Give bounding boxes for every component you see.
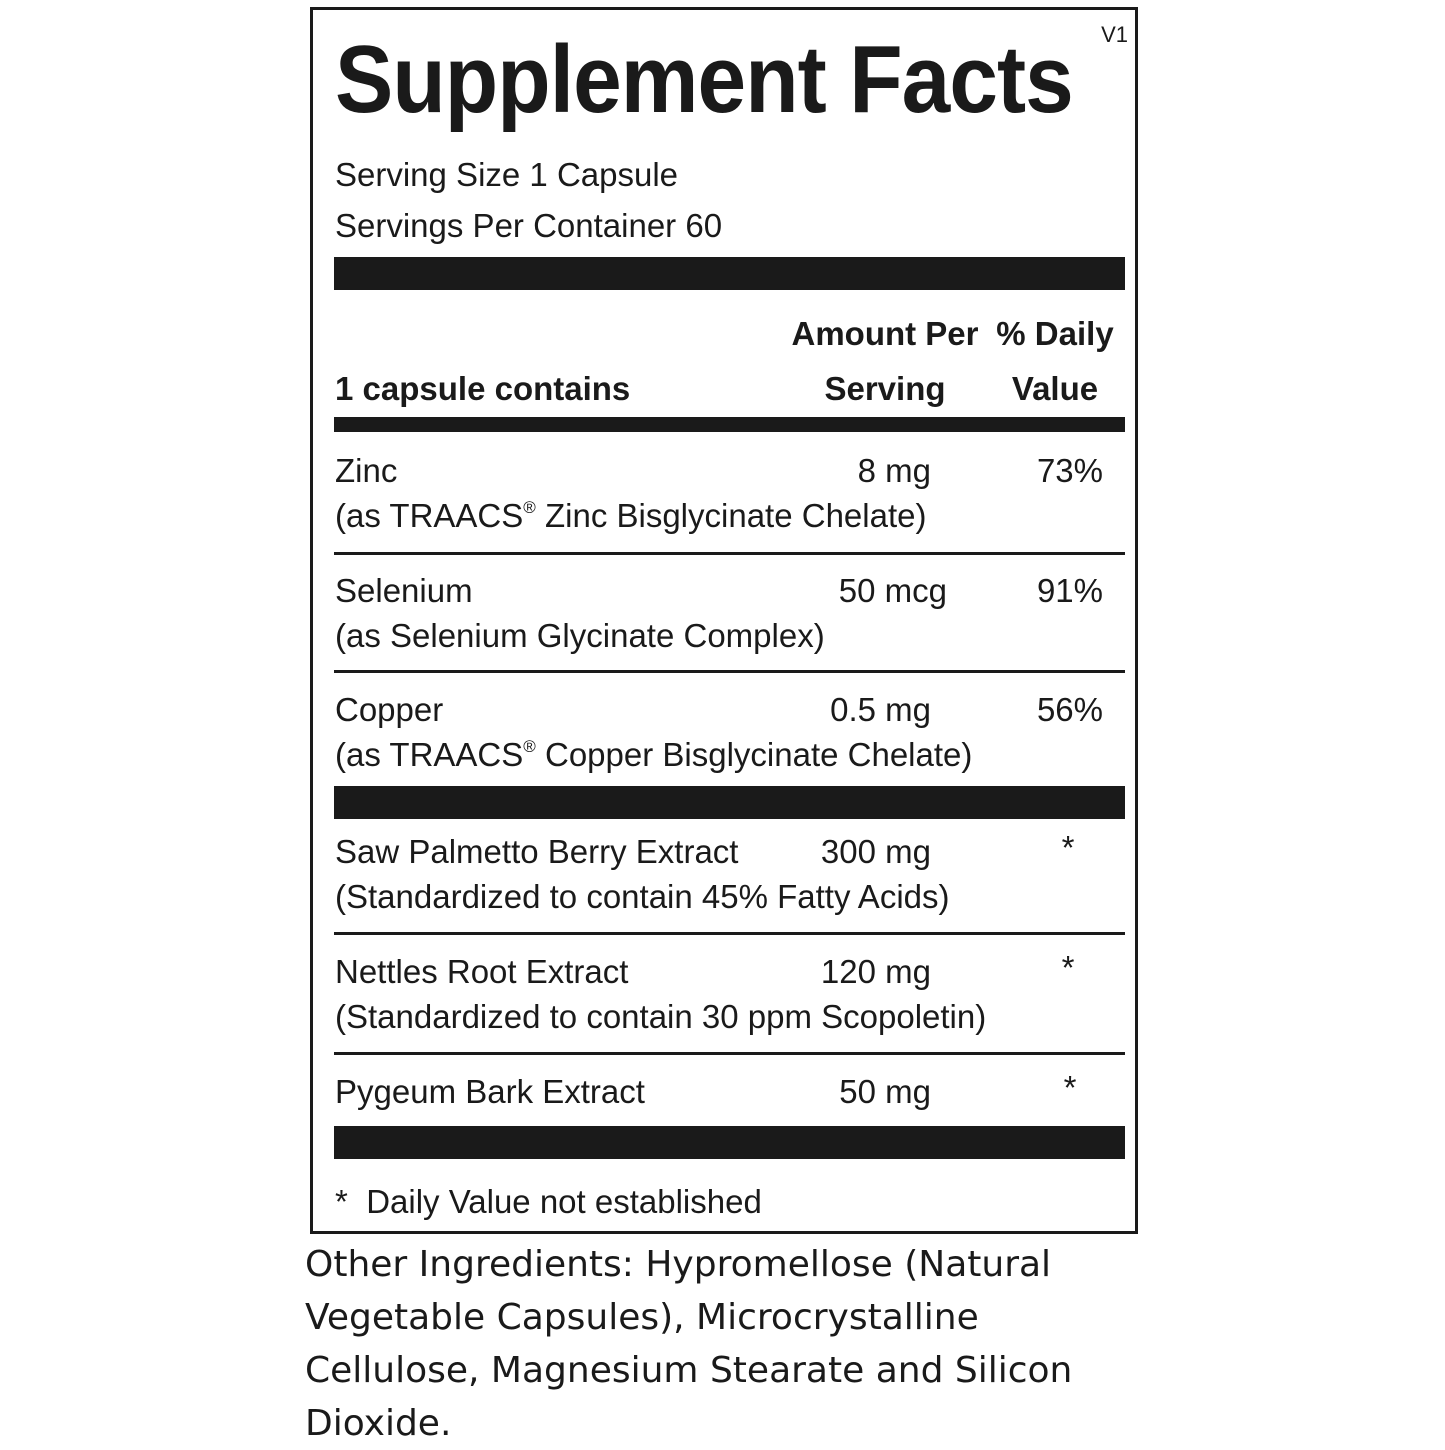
amount-pygeum: 50 mg (839, 1073, 931, 1110)
divider-thin (334, 1052, 1125, 1055)
ingredient-name-zinc: Zinc (335, 452, 398, 489)
ingredient-name-copper: Copper (335, 691, 444, 728)
dv-nettles: * (1061, 949, 1075, 986)
footnote-asterisk: * (335, 1183, 348, 1220)
ingredient-source-zinc: (as TRAACS® Zinc Bisglycinate Chelate) (335, 497, 927, 534)
registered-mark: ® (523, 498, 536, 517)
amount-copper: 0.5 mg (830, 691, 931, 728)
divider-thick (334, 257, 1125, 290)
amount-zinc: 8 mg (857, 452, 931, 489)
header-contains: 1 capsule contains (335, 370, 631, 407)
ingredient-source-saw-palmetto: (Standardized to contain 45% Fatty Acids) (335, 878, 950, 915)
amount-selenium: 50 mcg (838, 572, 947, 609)
amount-nettles: 120 mg (820, 953, 931, 990)
divider-thin (334, 552, 1125, 555)
ingredient-name-pygeum: Pygeum Bark Extract (335, 1073, 645, 1110)
divider-thick (334, 1126, 1125, 1159)
ingredient-name-selenium: Selenium (335, 572, 473, 609)
panel-title: Supplement Facts (335, 26, 1073, 133)
divider-medium (334, 417, 1125, 432)
dv-saw-palmetto: * (1061, 829, 1075, 866)
dv-selenium: 91% (1036, 572, 1103, 609)
serving-size: Serving Size 1 Capsule (335, 156, 679, 193)
header-amount-line1: Amount Per (791, 315, 979, 352)
header-dv-line1: % Daily (996, 315, 1114, 352)
dv-pygeum: * (1063, 1069, 1077, 1106)
ingredient-source-selenium: (as Selenium Glycinate Complex) (335, 617, 825, 654)
header-amount-line2: Serving (824, 370, 946, 407)
ingredient-source-copper: (as TRAACS® Copper Bisglycinate Chelate) (335, 736, 973, 773)
ingredient-source-nettles: (Standardized to contain 30 ppm Scopoletin) (335, 998, 987, 1035)
ingredient-name-nettles: Nettles Root Extract (335, 953, 629, 990)
footnote: * Daily Value not established (335, 1183, 762, 1220)
other-ingredients: Other Ingredients: Hypromellose (Natural Vegetable Capsules), Microcrystalline Cellulose, Magnesium Stearate and Silicon Dioxide. (305, 1244, 1073, 1444)
header-dv-line2: Value (1011, 370, 1099, 407)
dv-zinc: 73% (1036, 452, 1103, 489)
ingredient-name-saw-palmetto: Saw Palmetto Berry Extract (335, 833, 739, 870)
dv-copper: 56% (1036, 691, 1103, 728)
supplement-facts-panel (310, 7, 1138, 1234)
registered-mark: ® (523, 737, 536, 756)
version-label: V1 (1101, 22, 1128, 47)
servings-per-container: Servings Per Container 60 (335, 207, 723, 244)
divider-thick (334, 786, 1125, 819)
amount-saw-palmetto: 300 mg (820, 833, 931, 870)
divider-thin (334, 670, 1125, 673)
divider-thin (334, 932, 1125, 935)
